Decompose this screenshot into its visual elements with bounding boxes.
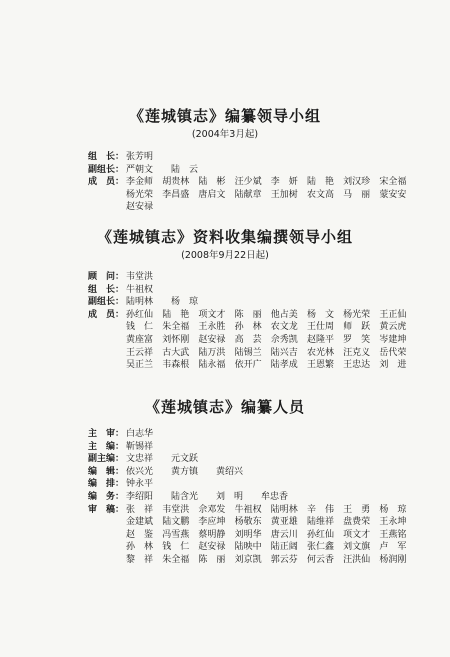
section-title: 《莲城镇志》编纂人员 <box>144 398 305 416</box>
member-name: 盘费荣 <box>343 517 371 528</box>
member-name: 韦堂洪 <box>162 504 190 515</box>
member-name: 赵隆平 <box>306 334 334 345</box>
member-name: 冯雪燕 <box>162 529 190 540</box>
member-name: 陆兴吉 <box>270 347 298 358</box>
member-name: 岳代荣 <box>379 347 407 358</box>
member-name: 陆孝成 <box>270 360 298 371</box>
member-name: 辛 伟 <box>306 504 334 515</box>
member-name: 黄亚雄 <box>270 517 298 528</box>
member-name: 陆文鹏 <box>162 517 190 528</box>
role-label: 顾 问： <box>88 272 125 282</box>
section-subtitle: (2008年9月22日起) <box>181 250 269 261</box>
member-name: 陆明林 <box>270 504 298 515</box>
member-name: 元文跃 <box>171 454 199 465</box>
member-name: 王忠达 <box>343 360 371 371</box>
member-name: 蔡明静 <box>198 529 226 540</box>
section-leadership-group <box>0 107 450 141</box>
member-name: 刘 明 <box>216 491 244 502</box>
role-label: 编 排： <box>88 479 125 490</box>
member-name: 韦堂洪 <box>126 272 154 282</box>
member-name: 农文龙 <box>270 322 298 333</box>
member-name: 钱 仁 <box>162 542 190 553</box>
member-name: 刘明华 <box>234 529 262 540</box>
member-name: 高 芸 <box>234 334 262 345</box>
member-names <box>126 491 416 504</box>
member-name: 陆 云 <box>171 164 199 175</box>
section-data-collection-group <box>0 228 450 262</box>
member-name: 陆 艳 <box>306 177 334 188</box>
member-names <box>126 284 416 297</box>
member-name: 岑建坤 <box>379 334 407 345</box>
member-name: 杨润刚 <box>379 554 407 565</box>
member-name: 陆 彬 <box>198 177 226 188</box>
member-name: 杨 文 <box>306 309 334 320</box>
member-names <box>126 151 416 164</box>
role-label: 成 员： <box>88 309 125 320</box>
member-name: 李金师 <box>126 177 154 188</box>
role-label: 编 辑： <box>88 466 125 477</box>
roster-row <box>88 453 418 466</box>
member-name: 蒙安安 <box>379 189 407 200</box>
role-label: 组 长： <box>88 284 125 295</box>
member-name: 农文高 <box>306 189 334 200</box>
section-title: 《莲城镇志》编纂领导小组 <box>128 107 321 125</box>
member-name: 刘京凯 <box>234 554 262 565</box>
roster-row <box>88 296 418 309</box>
member-name: 刘 进 <box>379 360 407 371</box>
member-name: 黄方镇 <box>171 466 199 477</box>
member-name: 杨光荣 <box>343 309 371 320</box>
member-name: 黄座富 <box>126 334 154 345</box>
member-name: 唐云川 <box>270 529 298 540</box>
member-name: 王 勇 <box>343 504 371 515</box>
member-name: 赵安禄 <box>198 334 226 345</box>
member-names <box>126 453 416 466</box>
member-name: 胡贵林 <box>162 177 190 188</box>
member-name: 靳锡祥 <box>126 441 154 452</box>
role-label: 副主编： <box>88 454 125 465</box>
member-names <box>126 478 416 491</box>
member-name: 钱 仁 <box>126 322 154 333</box>
member-name: 文忠祥 <box>126 454 154 465</box>
member-name: 刘文旗 <box>343 542 371 553</box>
member-name: 王燕铭 <box>379 529 407 540</box>
section-title: 《莲城镇志》资料收集编撰领导小组 <box>96 228 353 246</box>
member-name: 汪少斌 <box>234 177 262 188</box>
roster-row <box>88 284 418 297</box>
member-name: 李绍阳 <box>126 491 154 502</box>
member-name: 汪洪仙 <box>343 554 371 565</box>
member-name: 王永坤 <box>379 517 407 528</box>
member-name: 王正仙 <box>379 309 407 320</box>
role-label: 审 稿： <box>88 504 125 515</box>
role-label: 主 编： <box>88 441 125 452</box>
roster-row <box>88 428 418 441</box>
member-name: 师 跃 <box>343 322 371 333</box>
member-name: 朱全福 <box>162 554 190 565</box>
member-name: 宋全福 <box>379 177 407 188</box>
member-name: 唐启文 <box>198 189 226 200</box>
member-name: 陆正阔 <box>270 542 298 553</box>
member-name: 陆万洪 <box>198 347 226 358</box>
member-name: 牛祖权 <box>126 284 154 295</box>
member-name: 钟永平 <box>126 479 154 490</box>
member-name: 依开广 <box>234 360 262 371</box>
member-name: 陆永福 <box>198 360 226 371</box>
member-name: 白志华 <box>126 429 154 439</box>
member-name: 卢 军 <box>379 542 407 553</box>
member-name: 罗 笑 <box>343 334 371 345</box>
member-name: 赵安禄 <box>126 202 154 213</box>
member-name: 王加树 <box>270 189 298 200</box>
member-names <box>126 271 416 284</box>
member-name: 李 妍 <box>270 177 298 188</box>
member-name: 佘邓发 <box>198 504 226 515</box>
member-name: 杨 琼 <box>379 504 407 515</box>
member-name: 赵安禄 <box>198 542 226 553</box>
roster-row <box>88 466 418 479</box>
member-name: 项文才 <box>198 309 226 320</box>
member-names <box>126 504 416 567</box>
roster-row <box>88 504 418 567</box>
roster-row <box>88 441 418 454</box>
member-name: 陆映中 <box>234 542 262 553</box>
role-label: 组 长： <box>88 152 125 162</box>
member-name: 陆明林 <box>126 297 154 308</box>
member-name: 刘汉珍 <box>343 177 371 188</box>
member-name: 韦森根 <box>162 360 190 371</box>
roster-row <box>88 309 418 372</box>
member-name: 张 祥 <box>126 504 154 515</box>
member-name: 陈 丽 <box>198 554 226 565</box>
roster-row <box>88 151 418 164</box>
member-name: 陆维祥 <box>306 517 334 528</box>
member-name: 金建斌 <box>126 517 154 528</box>
member-name: 王仕周 <box>306 322 334 333</box>
member-name: 依兴光 <box>126 466 154 477</box>
member-names <box>126 441 416 454</box>
member-name: 黄云虎 <box>379 322 407 333</box>
member-name: 郭云芬 <box>270 554 298 565</box>
member-name: 王永胜 <box>198 322 226 333</box>
member-name: 古大武 <box>162 347 190 358</box>
member-names <box>126 428 416 441</box>
member-names <box>126 176 416 214</box>
roster-data-collection-group <box>88 271 418 372</box>
role-label: 副组长： <box>88 164 125 175</box>
member-name: 农光林 <box>306 347 334 358</box>
member-name: 何云香 <box>306 554 334 565</box>
member-name: 黎 祥 <box>126 554 154 565</box>
member-names <box>126 309 416 372</box>
member-name: 佘秀凯 <box>270 334 298 345</box>
member-name: 朱全福 <box>162 322 190 333</box>
roster-row <box>88 478 418 491</box>
member-name: 孙红仙 <box>126 309 154 320</box>
roster-compilation-staff <box>88 428 418 567</box>
member-names <box>126 164 416 177</box>
member-name: 赵 鉴 <box>126 529 154 540</box>
member-name: 他占美 <box>270 309 298 320</box>
role-label: 主 审： <box>88 429 125 439</box>
member-name: 吴正兰 <box>126 360 154 371</box>
role-label: 副组长： <box>88 297 125 308</box>
role-label: 编 务： <box>88 491 125 502</box>
member-name: 陆献章 <box>234 189 262 200</box>
member-name: 刘怀刚 <box>162 334 190 345</box>
roster-row <box>88 491 418 504</box>
roster-leadership-group <box>88 151 418 214</box>
member-name: 项文才 <box>343 529 371 540</box>
member-name: 陆 艳 <box>162 309 190 320</box>
member-names <box>126 466 416 479</box>
member-name: 牟忠香 <box>261 491 289 502</box>
member-name: 杨 琼 <box>171 297 199 308</box>
member-name: 孙红仙 <box>306 529 334 540</box>
role-label: 成 员： <box>88 177 125 188</box>
member-name: 陆锡兰 <box>234 347 262 358</box>
member-name: 汪克义 <box>343 347 371 358</box>
roster-row <box>88 164 418 177</box>
member-name: 李应坤 <box>198 517 226 528</box>
member-name: 张仁鑫 <box>306 542 334 553</box>
member-name: 陆含光 <box>171 491 199 502</box>
roster-row <box>88 176 418 214</box>
member-name: 马 丽 <box>343 189 371 200</box>
member-name: 黄绍兴 <box>216 466 244 477</box>
member-name: 李昌盛 <box>162 189 190 200</box>
member-name: 王云祥 <box>126 347 154 358</box>
member-name: 陈 丽 <box>234 309 262 320</box>
member-name: 牛祖权 <box>234 504 262 515</box>
section-subtitle: (2004年3月起) <box>191 129 259 140</box>
roster-row <box>88 271 418 284</box>
member-names <box>126 296 416 309</box>
member-name: 王恩繁 <box>306 360 334 371</box>
member-name: 张芳明 <box>126 152 154 162</box>
section-compilation-staff <box>0 398 450 416</box>
member-name: 杨敬东 <box>234 517 262 528</box>
member-name: 杨光荣 <box>126 189 154 200</box>
member-name: 孙 林 <box>234 322 262 333</box>
member-name: 严朝文 <box>126 164 154 175</box>
member-name: 孙 林 <box>126 542 154 553</box>
